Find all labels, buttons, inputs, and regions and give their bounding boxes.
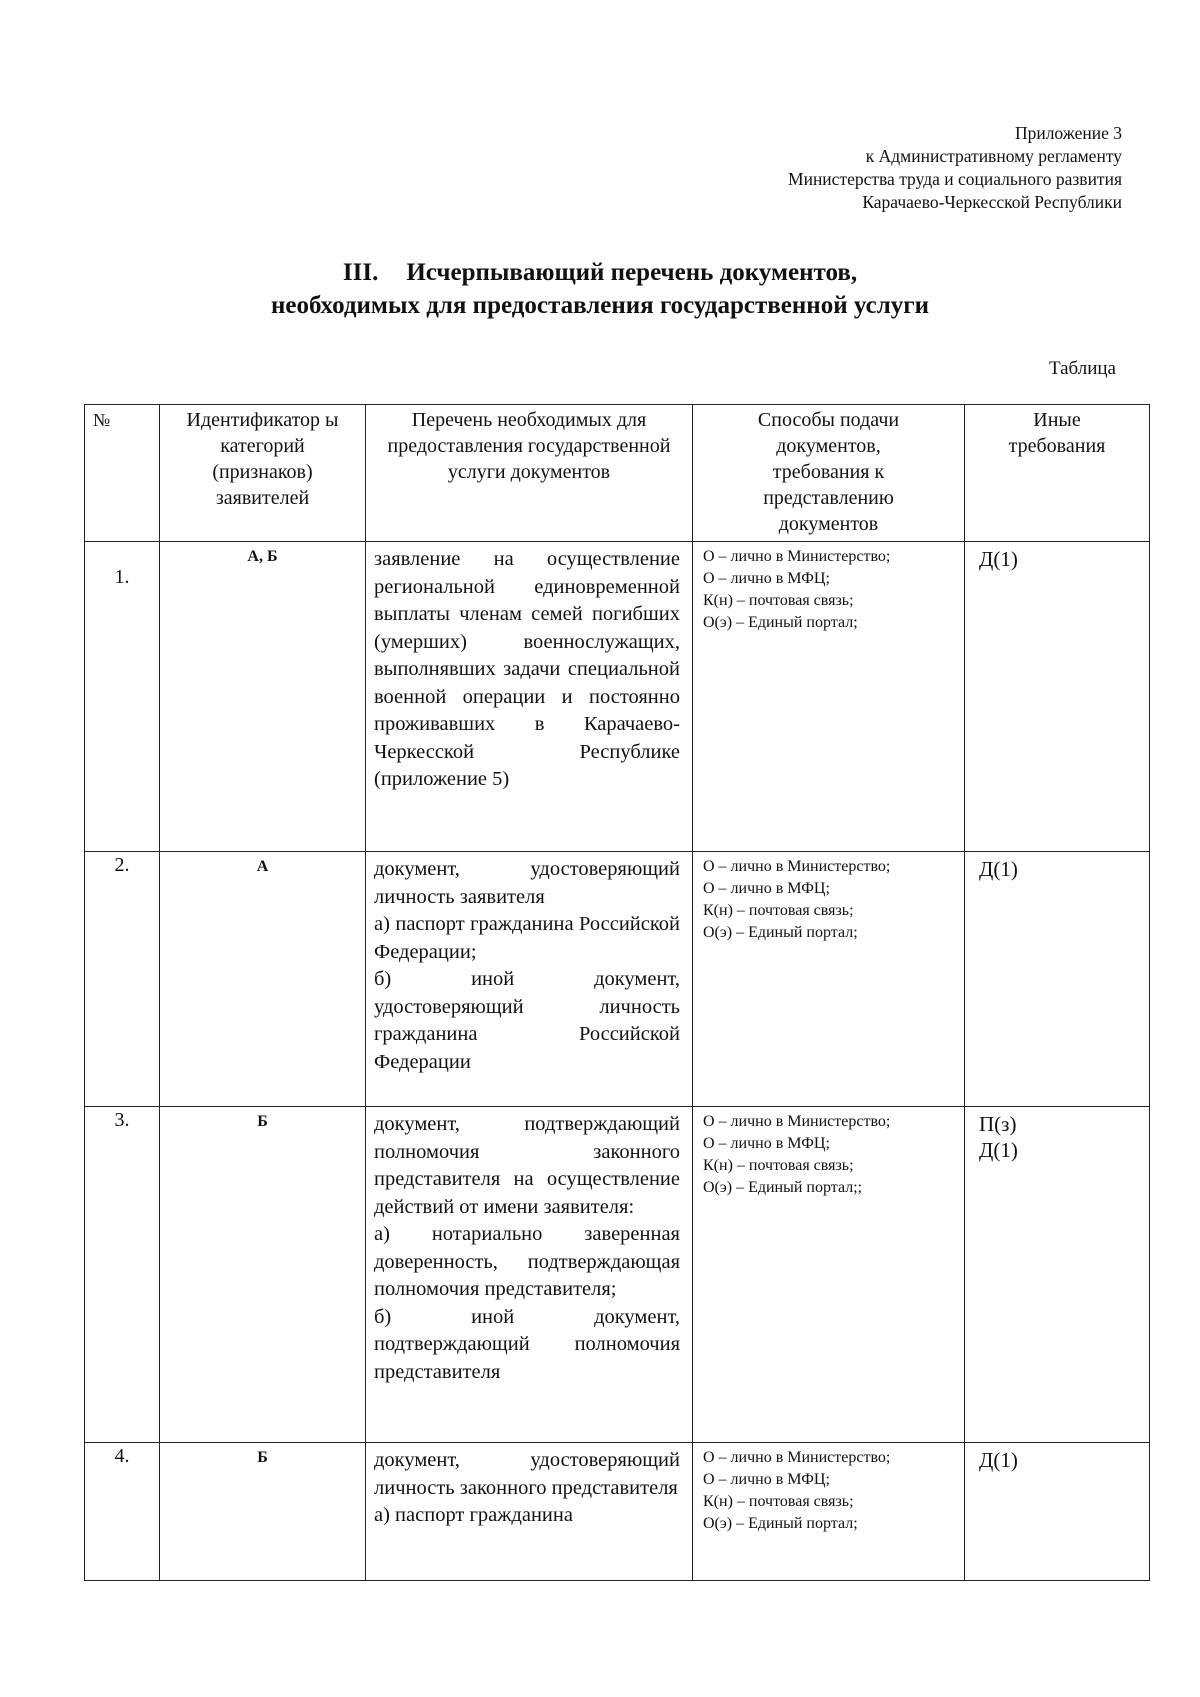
document-item: а) нотариально заверенная доверенность, подтверждающая полномочия представителя;: [374, 1223, 680, 1300]
requirement-code: Д(1): [979, 1448, 1018, 1472]
row-submission-methods: [693, 1443, 965, 1581]
method-line: О(э) – Единый портал;;: [703, 1179, 863, 1196]
document-item: документ, подтверждающий полномочия законного представителя на осуществление действий от имени заявителя:: [374, 1113, 680, 1218]
method-line: О – лично в МФЦ;: [703, 1471, 830, 1488]
row-other-requirements: [965, 542, 1150, 852]
appendix-line: Приложение 3: [1014, 123, 1122, 143]
document-item: б) иной документ, удостоверяющий личность гражданина Российской Федерации: [374, 968, 680, 1073]
document-item: а) паспорт гражданина: [374, 1504, 573, 1526]
method-line: О – лично в МФЦ;: [703, 570, 830, 587]
row-number: 2.: [85, 852, 160, 1107]
requirement-code: Д(1): [979, 857, 1018, 881]
row-submission-methods: [693, 852, 965, 1107]
header-documents: Перечень необходимых для предоставления государственной услуги документов: [366, 405, 693, 542]
row-identifier: А: [160, 852, 366, 1107]
method-line: К(н) – почтовая связь;: [703, 592, 854, 609]
method-line: К(н) – почтовая связь;: [703, 1157, 854, 1174]
row-number: 4.: [85, 1443, 160, 1581]
method-line: О – лично в Министерство;: [703, 1449, 891, 1466]
title-line-1: Исчерпывающий перечень документов,: [406, 259, 858, 286]
method-line: О(э) – Единый портал;: [703, 614, 858, 631]
method-line: К(н) – почтовая связь;: [703, 1493, 854, 1510]
requirement-code: Д(1): [979, 547, 1018, 571]
method-line: О – лично в Министерство;: [703, 548, 891, 565]
row-documents: [366, 542, 693, 852]
table-header-row: [85, 405, 1150, 542]
requirement-code: Д(1): [979, 1138, 1018, 1162]
appendix-line: Министерства труда и социального развития: [788, 169, 1122, 189]
documents-table: [84, 404, 1150, 1581]
row-documents: [366, 852, 693, 1107]
appendix-header: [788, 122, 1122, 214]
table-caption: Таблица: [1048, 358, 1116, 379]
header-identifiers: Идентификатор ы категорий (признаков) заявителей: [160, 405, 366, 542]
row-documents: [366, 1107, 693, 1443]
section-number: III.: [342, 259, 379, 286]
document-item: б) иной документ, подтверждающий полномочия представителя: [374, 1305, 680, 1383]
method-line: О – лично в Министерство;: [703, 1113, 891, 1130]
method-line: О(э) – Единый портал;: [703, 924, 858, 941]
method-line: О – лично в Министерство;: [703, 858, 891, 875]
appendix-line: Карачаево-Черкесской Республики: [862, 192, 1122, 212]
row-submission-methods: [693, 542, 965, 852]
method-line: О – лично в МФЦ;: [703, 880, 830, 897]
row-number: 1.: [85, 542, 160, 852]
method-line: К(н) – почтовая связь;: [703, 902, 854, 919]
table-row: [85, 852, 1150, 1107]
document-item: а) паспорт гражданина Российской Федерации;: [374, 913, 680, 963]
row-number: 3.: [85, 1107, 160, 1443]
row-other-requirements: [965, 1107, 1150, 1443]
document-item: документ, удостоверяющий личность заявителя: [374, 858, 680, 908]
row-other-requirements: [965, 1443, 1150, 1581]
header-submission-methods: Способы подачи документов, требования к представлению документов: [693, 405, 965, 542]
table-row: [85, 1443, 1150, 1581]
row-identifier: Б: [160, 1443, 366, 1581]
table-row: [85, 542, 1150, 852]
title-line-2: необходимых для предоставления государственной услуги: [271, 292, 929, 319]
requirement-code: П(з): [979, 1112, 1017, 1136]
document-item: заявление на осуществление региональной единовременной выплаты членам семей погибших (умерших) военнослужащих, выполнявших задачи специальной военной операции и постоянно проживавших в Карачаево-Черкесской Республике (приложение 5): [374, 548, 680, 790]
document-item: документ, удостоверяющий личность законного представителя: [374, 1449, 680, 1499]
row-identifier: А, Б: [160, 542, 366, 852]
row-documents: [366, 1443, 693, 1581]
document-title: [0, 256, 1200, 322]
row-submission-methods: [693, 1107, 965, 1443]
method-line: О(э) – Единый портал;: [703, 1515, 858, 1532]
method-line: О – лично в МФЦ;: [703, 1135, 830, 1152]
row-other-requirements: [965, 852, 1150, 1107]
table-row: [85, 1107, 1150, 1443]
header-number: №: [85, 405, 160, 542]
row-identifier: Б: [160, 1107, 366, 1443]
appendix-line: к Административному регламенту: [865, 146, 1122, 166]
header-other-requirements: Иные требования: [965, 405, 1150, 542]
